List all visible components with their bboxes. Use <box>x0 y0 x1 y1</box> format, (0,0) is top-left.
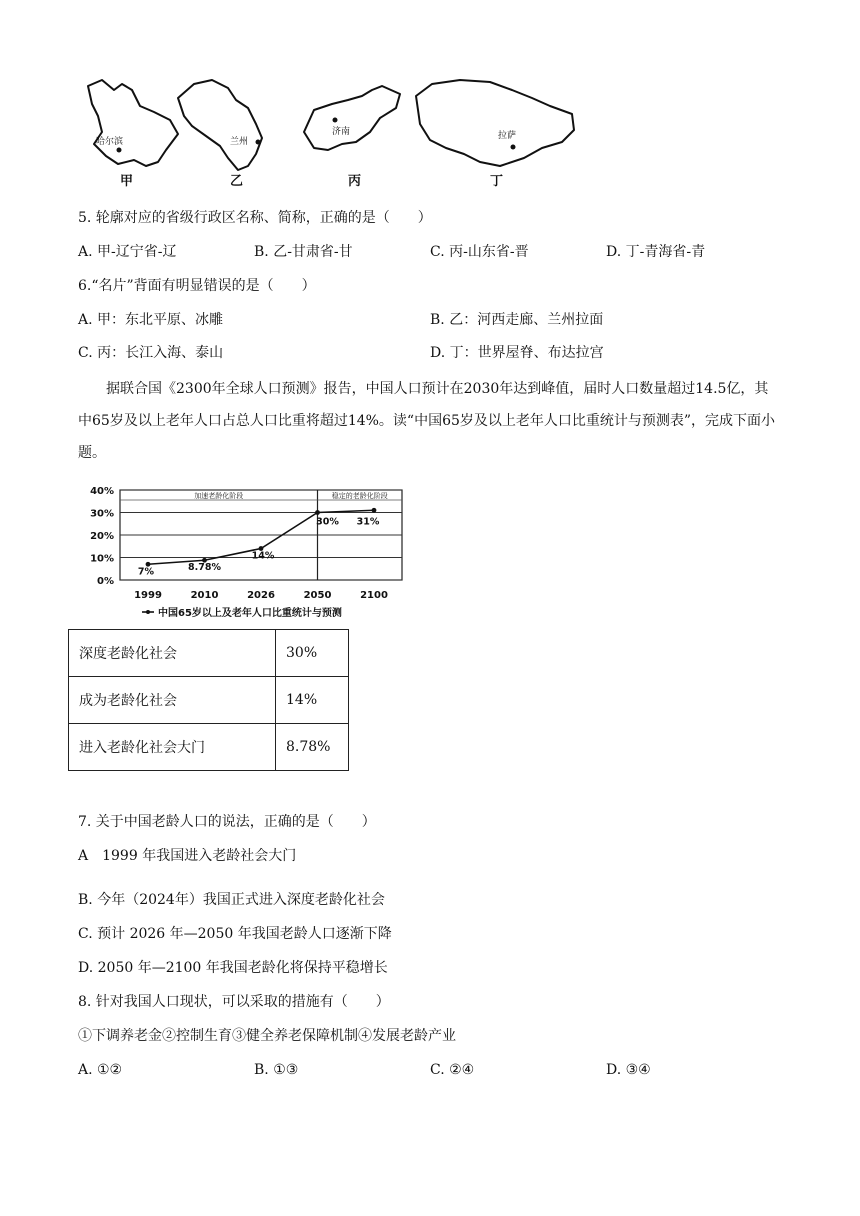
map-city-label: 济南 <box>332 127 351 137</box>
q6-stem: 6.“名片”背面有明显错误的是（ ） <box>78 278 316 294</box>
x-tick-label: 2100 <box>360 590 388 601</box>
q7-option-a: A 1999 年我国进入老龄社会大门 <box>78 848 297 864</box>
map-label-bing: 丙 <box>348 174 362 189</box>
data-label: 8.78% <box>188 562 221 574</box>
table-cell-label: 深度老龄化社会 <box>69 630 276 677</box>
outline-ding <box>416 80 574 166</box>
intro-paragraph: 据联合国《2300年全球人口预测》报告，中国人口预计在2030年达到峰值，届时人口数量超过14.5亿，其中65岁及以上老年人口占总人口比重将超过14%。读“中国65岁及以上老年人口比重统计与预测表”，完成下面小题。 <box>78 381 776 461</box>
q8-option-b: B. ①③ <box>254 1062 299 1078</box>
data-point <box>372 508 377 513</box>
table-cell-value: 30% <box>276 630 349 677</box>
table-cell-label: 成为老龄化社会 <box>69 677 276 724</box>
y-tick-label: 40% <box>90 486 114 497</box>
data-label: 7% <box>137 566 155 578</box>
y-tick-label: 10% <box>90 553 114 565</box>
map-label-jia: 甲 <box>120 174 134 189</box>
table-cell-value: 14% <box>276 677 349 724</box>
x-tick-label: 2050 <box>303 590 332 601</box>
q6-option-d: D. 丁：世界屋脊、布达拉宫 <box>430 345 604 361</box>
aging-line-chart <box>78 478 408 624</box>
q6-option-c: C. 丙：长江入海、泰山 <box>78 345 224 361</box>
table-row <box>69 630 349 677</box>
q7-option-b: B. 今年（2024年）我国正式进入深度老龄化社会 <box>78 892 385 908</box>
q5-stem: 5. 轮廓对应的省级行政区名称、简称，正确的是（ ） <box>78 210 432 226</box>
y-tick-label: 0% <box>97 576 114 587</box>
y-tick-label: 20% <box>90 531 114 542</box>
x-tick-label: 2026 <box>247 590 275 601</box>
data-point <box>315 510 320 515</box>
x-tick-label: 1999 <box>134 590 162 601</box>
map-city-label: 兰州 <box>230 137 249 147</box>
legend-marker <box>146 610 150 614</box>
data-label: 31% <box>356 516 380 528</box>
q8-measures: ①下调养老金②控制生育③健全养老保障机制④发展老龄产业 <box>78 1028 456 1044</box>
q5-option-b: B. 乙-甘肃省-甘 <box>254 244 353 260</box>
q5-option-d: D. 丁-青海省-青 <box>606 244 706 260</box>
q5-option-c: C. 丙-山东省-晋 <box>430 244 529 260</box>
table-cell-label: 进入老龄化社会大门 <box>69 724 276 771</box>
data-label: 14% <box>251 550 275 562</box>
q8-stem: 8. 针对我国人口现状，可以采取的措施有（ ） <box>78 994 390 1010</box>
stage-label: 稳定的老龄化阶段 <box>331 492 388 500</box>
y-tick-label: 30% <box>90 508 114 520</box>
q7-option-d: D. 2050 年—2100 年我国老龄化将保持平稳增长 <box>78 960 388 976</box>
map-city-label: 拉萨 <box>498 131 517 141</box>
map-city-label: 哈尔滨 <box>96 137 124 147</box>
legend-label: 中国65岁以上及老年人口比重统计与预测 <box>158 608 342 619</box>
q7-option-c: C. 预计 2026 年—2050 年我国老龄人口逐渐下降 <box>78 926 392 942</box>
aging-threshold-table <box>68 629 349 771</box>
stage-label: 加速老龄化阶段 <box>194 492 244 500</box>
table-row <box>69 724 349 771</box>
outline-jia <box>88 80 178 166</box>
q7-stem: 7. 关于中国老龄人口的说法，正确的是（ ） <box>78 814 376 830</box>
table-cell-value: 8.78% <box>276 724 349 771</box>
q8-option-a: A. ①② <box>78 1062 123 1078</box>
x-tick-label: 2010 <box>190 590 219 601</box>
province-maps <box>80 70 590 190</box>
outline-bing <box>304 86 400 150</box>
q8-option-d: D. ③④ <box>606 1062 651 1078</box>
table-row <box>69 677 349 724</box>
q5-option-a: A. 甲-辽宁省-辽 <box>78 244 177 260</box>
outline-yi <box>178 80 262 170</box>
q8-option-c: C. ②④ <box>430 1062 475 1078</box>
data-label: 30% <box>316 516 339 528</box>
map-label-ding: 丁 <box>490 174 504 189</box>
map-label-yi: 乙 <box>230 174 244 189</box>
q6-option-a: A. 甲：东北平原、冰雕 <box>78 312 224 328</box>
q6-option-b: B. 乙：河西走廊、兰州拉面 <box>430 312 604 328</box>
